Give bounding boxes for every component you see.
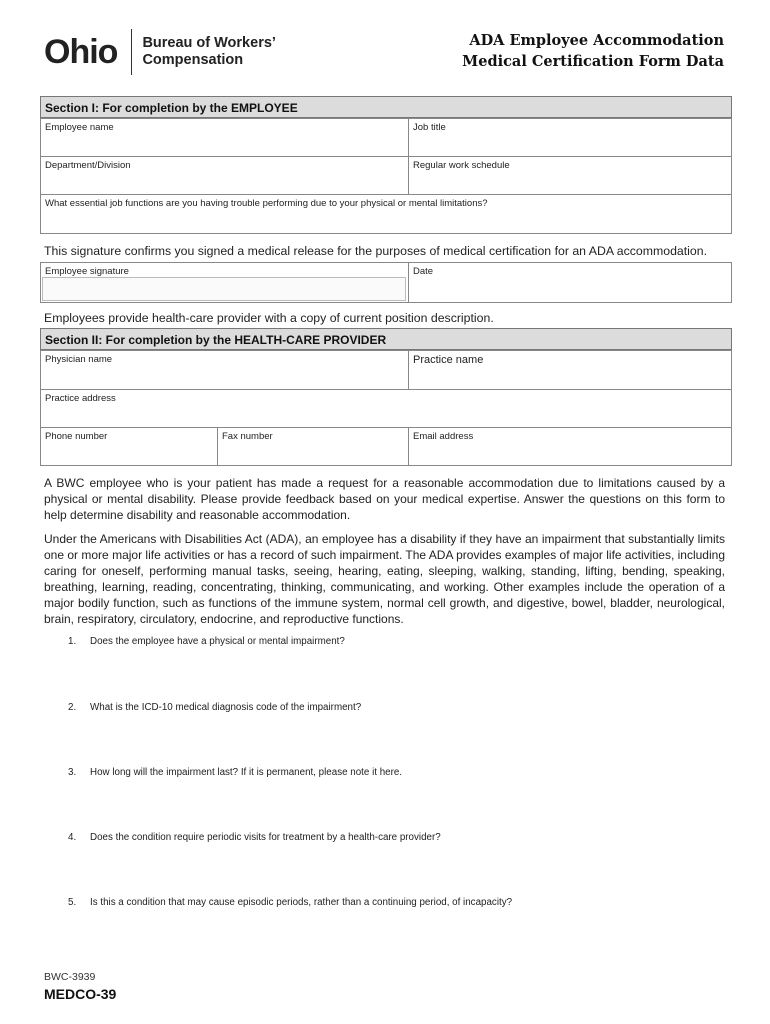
question-text: Does the condition require periodic visits for treatment by a health-care provider?: [90, 832, 441, 843]
phone-label: Phone number: [45, 431, 108, 442]
logo-ohio-text: Ohio: [44, 32, 118, 71]
logo-divider: [131, 29, 132, 75]
question-number: 3.: [68, 767, 77, 778]
fax-field[interactable]: [217, 427, 409, 466]
question-3: [68, 767, 402, 778]
job-title-field[interactable]: [408, 118, 732, 157]
department-label: Department/Division: [45, 160, 131, 171]
question-text: Does the employee have a physical or mental impairment?: [90, 636, 345, 647]
bureau-name: [142, 35, 276, 69]
practice-address-label: Practice address: [45, 393, 116, 404]
work-schedule-field[interactable]: [408, 156, 732, 195]
work-schedule-label: Regular work schedule: [413, 160, 510, 171]
ada-paragraph: Under the Americans with Disabilities Act (ADA), an employee has a disability if they have an impairment that substantially limits one or more major life activities or has a record of such impairment. The ADA provides examples of major life activities, including caring for oneself, performing manual tasks, seeing, hearing, eating, sleeping, walking, standing, lifting, bending, speaking, breathing, learning, reading, concentrating, thinking, communicating, and working. Other examples include the operation of a major bodily function, such as functions of the immune system, normal cell growth, and digestive, bowel, bladder, neurological, brain, respiratory, circulatory, endocrine, and reproductive functions.: [44, 532, 725, 626]
form-code: BWC-3939: [44, 971, 96, 983]
essential-functions-label: What essential job functions are you having trouble performing due to your physical or mental limitations?: [45, 198, 488, 209]
physician-name-field[interactable]: [40, 350, 409, 390]
employee-signature-label: Employee signature: [45, 266, 129, 277]
question-text: What is the ICD-10 medical diagnosis code of the impairment?: [90, 702, 362, 713]
practice-name-field[interactable]: [408, 350, 732, 390]
title-line2: Medical Certification Form Data: [462, 53, 724, 70]
practice-name-label: Practice name: [413, 354, 484, 366]
practice-address-field[interactable]: [40, 389, 732, 428]
title-line1: ADA Employee Accommodation: [469, 32, 724, 49]
question-number: 2.: [68, 702, 77, 713]
form-number: MEDCO-39: [44, 986, 117, 1002]
question-number: 4.: [68, 832, 77, 843]
physician-name-label: Physician name: [45, 354, 113, 365]
ohio-bwc-logo: [44, 28, 276, 76]
question-text: Is this a condition that may cause episodic periods, rather than a continuing period, of incapacity?: [90, 897, 513, 908]
question-number: 5.: [68, 897, 77, 908]
section1-heading: Section I: For completion by the EMPLOYEE: [40, 96, 732, 118]
intro-paragraph: A BWC employee who is your patient has made a request for a reasonable accommodation due to limitations caused by a physical or mental disability. Please provide feedback based on your medical expertise. Answer the questions on this form to help determine disability and reasonable accommodation.: [44, 476, 725, 522]
employee-name-field[interactable]: [40, 118, 409, 157]
email-label: Email address: [413, 431, 474, 442]
position-description-note: Employees provide health-care provider with a copy of current position description.: [44, 311, 494, 325]
date-field[interactable]: [408, 262, 732, 303]
bureau-line1: Bureau of Workers’: [142, 35, 276, 51]
job-title-label: Job title: [413, 122, 446, 133]
signature-input-area[interactable]: [42, 277, 406, 301]
question-number: 1.: [68, 636, 77, 647]
department-field[interactable]: [40, 156, 409, 195]
form-title: [462, 30, 724, 72]
question-5: [68, 897, 512, 908]
phone-field[interactable]: [40, 427, 218, 466]
question-2: [68, 702, 361, 713]
bureau-line2: Compensation: [142, 52, 244, 68]
fax-label: Fax number: [222, 431, 273, 442]
question-text: How long will the impairment last? If it is permanent, please note it here.: [90, 767, 403, 778]
signature-statement: This signature confirms you signed a medical release for the purposes of medical certification for an ADA accommodation.: [44, 244, 707, 258]
question-4: [68, 832, 441, 843]
email-field[interactable]: [408, 427, 732, 466]
employee-name-label: Employee name: [45, 122, 114, 133]
essential-functions-field[interactable]: [40, 194, 732, 234]
question-1: [68, 636, 345, 647]
section2-heading: Section II: For completion by the HEALTH-CARE PROVIDER: [40, 328, 732, 350]
date-label: Date: [413, 266, 434, 277]
